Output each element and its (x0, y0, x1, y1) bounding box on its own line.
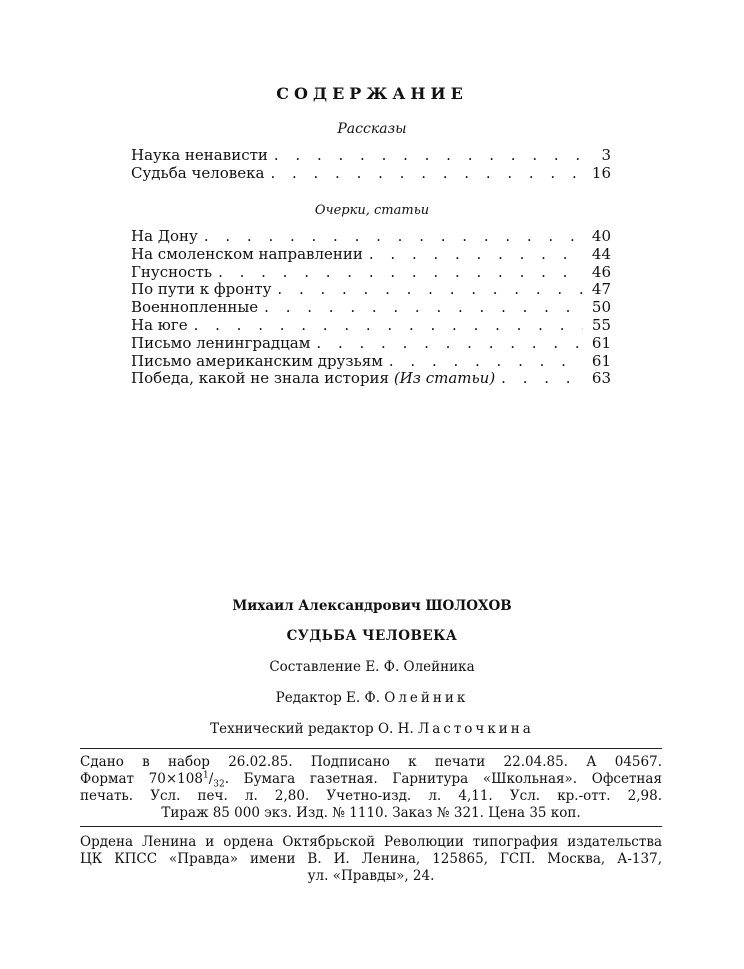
toc-entry-page: 63 (591, 369, 611, 388)
toc-entry (131, 370, 611, 388)
tech-editor-label: Технический редактор (210, 721, 374, 737)
publication-line: печать. Усл. печ. л. 2,80. Учетно-изд. л. 4,11. Усл. кр.-отт. 2,98. (80, 788, 662, 804)
dot-leader (274, 147, 583, 165)
toc-entry-title: Письмо американским друзьям (131, 351, 383, 370)
compiler-label: Составление (269, 659, 362, 675)
section-title-essays: Очерки, статьи (314, 203, 430, 218)
dot-leader (270, 165, 583, 183)
toc-entry-title: По пути к фронту (131, 280, 272, 299)
toc-entry (131, 281, 611, 299)
toc-entry-title: Письмо ленинградцам (131, 333, 311, 352)
tech-editor-credit (0, 721, 744, 737)
toc-entry (131, 264, 611, 282)
divider-bottom (80, 826, 662, 827)
toc-entry-page: 3 (601, 146, 611, 164)
toc-entry-title: На Дону (131, 227, 198, 245)
toc-entry-note: (Из статьи) (393, 369, 496, 388)
toc-entry-title: Судьба человека (131, 163, 265, 182)
printer-details (80, 834, 662, 885)
tech-editor-initials: О. Н. (377, 721, 414, 737)
editor-credit (0, 690, 744, 706)
compiler-name: Е. Ф. Олейника (365, 659, 475, 675)
toc-entry-page: 61 (591, 333, 611, 352)
printer-address: ул. «Правды», 24. (307, 868, 435, 884)
dot-leader (277, 281, 583, 299)
toc-list-essays (131, 228, 611, 388)
toc-entry (131, 335, 611, 353)
toc-entry-title-text: Победа, какой не знала история (131, 369, 390, 388)
compiler-credit (0, 659, 744, 675)
toc-entry-title (131, 370, 495, 388)
dot-leader (218, 264, 583, 282)
publication-line-print-run: Тираж 85 000 экз. Изд. № 1110. Заказ № 321. Цена 35 коп. (161, 805, 581, 821)
section-title-stories: Рассказы (337, 121, 407, 137)
toc-entry-page: 40 (591, 227, 611, 245)
toc-entry-page: 47 (591, 280, 611, 299)
toc-entry (131, 228, 611, 246)
toc-entry-title: Наука ненависти (131, 146, 268, 164)
dot-leader (389, 353, 583, 371)
author-name: Михаил Александрович ШОЛОХОВ (232, 598, 512, 614)
toc-entry (131, 353, 611, 371)
tech-editor-surname: Ласточкина (417, 721, 534, 737)
toc-entry-page: 16 (591, 163, 611, 182)
toc-heading: СОДЕРЖАНИЕ (276, 84, 468, 103)
editor-label: Редактор (275, 690, 342, 706)
publication-line-format (80, 771, 662, 788)
toc-entry (131, 147, 611, 165)
toc-entry-page: 61 (591, 351, 611, 370)
toc-list-stories (131, 147, 611, 183)
dot-leader (369, 246, 583, 264)
toc-entry-title: На смоленском направлении (131, 244, 363, 263)
book-title: СУДЬБА ЧЕЛОВЕКА (286, 628, 458, 644)
printer-line: ЦК КПСС «Правда» имени В. И. Ленина, 125865, ГСП. Москва, А-137, (80, 851, 662, 867)
dot-leader (316, 335, 583, 353)
toc-entry-title: Военнопленные (131, 298, 259, 317)
toc-entry-page: 44 (591, 244, 611, 263)
toc-entry-title: Гнусность (131, 262, 213, 281)
dot-leader (204, 228, 583, 246)
toc-entry-page: 50 (591, 298, 611, 317)
publication-details (80, 754, 662, 822)
publication-line: Сдано в набор 26.02.85. Подписано к печати 22.04.85. А 04567. (80, 754, 662, 770)
format-text: Формат 70×108 (80, 771, 203, 787)
toc-entry (131, 165, 611, 183)
format-slash: / (208, 771, 214, 787)
divider-top (80, 748, 662, 749)
toc-entry-title: На юге (131, 315, 188, 334)
format-paper-text: . Бумага газетная. Гарнитура «Школьная». Офсетная (224, 771, 662, 787)
editor-surname: Олейник (384, 690, 469, 706)
format-denominator: 32 (213, 779, 225, 790)
toc-entry (131, 246, 611, 264)
format-numerator: 1 (202, 770, 209, 781)
toc-entry-page: 55 (591, 315, 611, 334)
printer-line: Ордена Ленина и ордена Октябрьской Революции типография издательства (80, 834, 662, 850)
dot-leader (264, 299, 583, 317)
toc-entry-page: 46 (591, 262, 611, 281)
toc-entry (131, 317, 611, 335)
toc-entry (131, 299, 611, 317)
dot-leader (194, 317, 583, 335)
editor-initials: Е. Ф. (346, 690, 380, 706)
dot-leader (501, 370, 583, 388)
